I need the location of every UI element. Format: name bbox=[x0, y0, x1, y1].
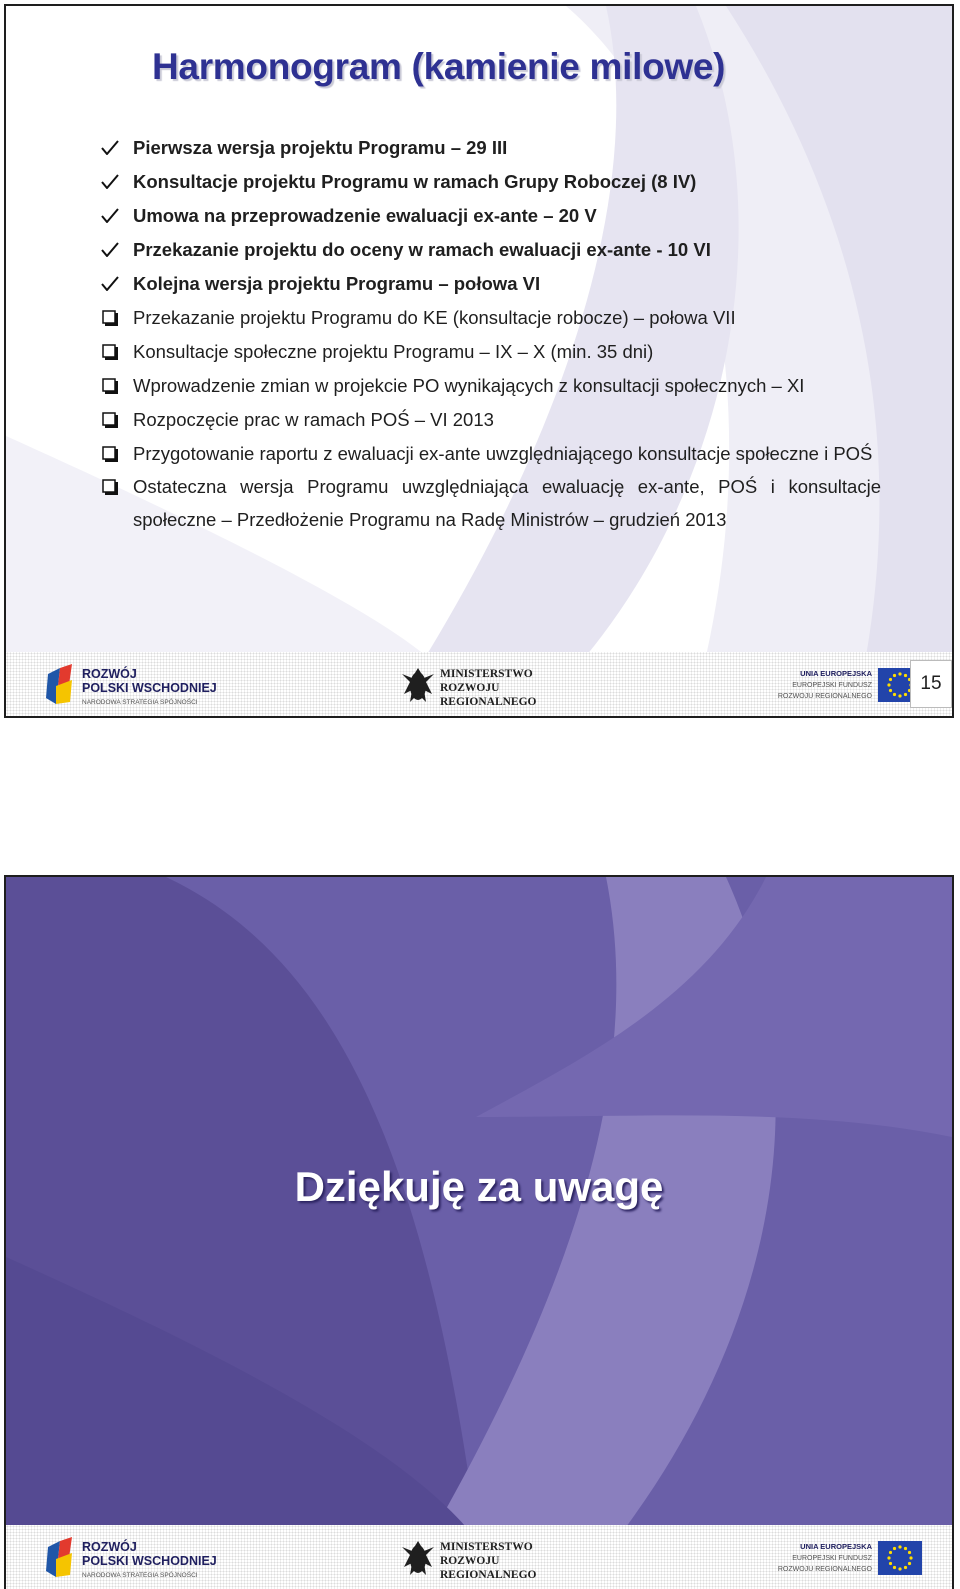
svg-text:NARODOWA STRATEGIA SPÓJNOŚCI: NARODOWA STRATEGIA SPÓJNOŚCI bbox=[82, 699, 198, 706]
milestone-text: Przekazanie projektu Programu do KE (konsultacje robocze) – połowa VII bbox=[133, 307, 736, 328]
milestone-item bbox=[99, 165, 881, 199]
milestone-item bbox=[99, 267, 881, 301]
svg-text:UNIA EUROPEJSKA: UNIA EUROPEJSKA bbox=[800, 669, 872, 678]
svg-text:ROZWÓJ: ROZWÓJ bbox=[82, 667, 137, 681]
milestone-item bbox=[99, 131, 881, 165]
ministerstwo-rozwoju-regionalnego-logo bbox=[400, 664, 560, 708]
empty-checkbox-icon bbox=[99, 470, 121, 504]
milestone-item bbox=[99, 437, 881, 470]
svg-text:REGIONALNEGO: REGIONALNEGO bbox=[440, 1569, 537, 1581]
milestone-item bbox=[99, 470, 881, 536]
svg-text:NARODOWA STRATEGIA SPÓJNOŚCI: NARODOWA STRATEGIA SPÓJNOŚCI bbox=[82, 1572, 198, 1579]
svg-text:ROZWOJU REGIONALNEGO: ROZWOJU REGIONALNEGO bbox=[777, 693, 872, 700]
milestone-item bbox=[99, 233, 881, 267]
svg-text:ROZWÓJ: ROZWÓJ bbox=[82, 1540, 137, 1554]
milestone-text: Wprowadzenie zmian w projekcie PO wynikających z konsultacji społecznych – XI bbox=[133, 375, 805, 396]
milestone-text: Przekazanie projektu do oceny w ramach ewaluacji ex-ante - 10 VI bbox=[133, 239, 711, 260]
eagle-emblem-icon bbox=[402, 668, 434, 702]
svg-text:POLSKI WSCHODNIEJ: POLSKI WSCHODNIEJ bbox=[82, 1554, 217, 1568]
empty-checkbox-icon bbox=[99, 301, 121, 335]
unia-europejska-efrr-logo bbox=[764, 1535, 924, 1581]
milestone-text: Umowa na przeprowadzenie ewaluacji ex-ante – 20 V bbox=[133, 205, 597, 226]
milestone-text: Konsultacje projektu Programu w ramach Grupy Roboczej (8 IV) bbox=[133, 171, 697, 192]
slide-title: Harmonogram (kamienie milowe) bbox=[152, 46, 726, 87]
empty-checkbox-icon bbox=[99, 369, 121, 403]
svg-text:UNIA EUROPEJSKA: UNIA EUROPEJSKA bbox=[800, 1542, 872, 1551]
ministerstwo-rozwoju-regionalnego-logo bbox=[400, 1537, 560, 1581]
milestone-text: Ostateczna wersja Programu uwzględniająca ewaluację ex-ante, POŚ i konsultacje społeczne – Przedłożenie Programu na Radę Ministrów – grudzień 2013 bbox=[133, 476, 881, 530]
milestone-item bbox=[99, 403, 881, 437]
svg-text:ROZWOJU REGIONALNEGO: ROZWOJU REGIONALNEGO bbox=[777, 1566, 872, 1573]
milestone-text: Rozpoczęcie prac w ramach POŚ – VI 2013 bbox=[133, 409, 494, 430]
slide-16 bbox=[4, 875, 954, 1589]
checkmark-icon bbox=[99, 199, 121, 233]
checkmark-icon bbox=[99, 165, 121, 199]
empty-checkbox-icon bbox=[99, 335, 121, 369]
svg-text:REGIONALNEGO: REGIONALNEGO bbox=[440, 696, 537, 708]
page-number: 15 bbox=[910, 660, 952, 708]
slide-footer bbox=[6, 1525, 952, 1589]
svg-text:MINISTERSTWO: MINISTERSTWO bbox=[440, 668, 533, 680]
checkmark-icon bbox=[99, 267, 121, 301]
slide-15 bbox=[4, 4, 954, 718]
svg-text:EUROPEJSKI FUNDUSZ: EUROPEJSKI FUNDUSZ bbox=[792, 1555, 872, 1562]
rozwoj-polski-wschodniej-logo bbox=[44, 1535, 244, 1581]
milestone-text: Konsultacje społeczne projektu Programu – IX – X (min. 35 dni) bbox=[133, 341, 654, 362]
svg-text:POLSKI WSCHODNIEJ: POLSKI WSCHODNIEJ bbox=[82, 681, 217, 695]
eagle-emblem-icon bbox=[402, 1541, 434, 1575]
milestone-item bbox=[99, 301, 881, 335]
svg-text:EUROPEJSKI FUNDUSZ: EUROPEJSKI FUNDUSZ bbox=[792, 682, 872, 689]
milestone-list bbox=[99, 131, 881, 536]
milestone-item bbox=[99, 335, 881, 369]
svg-text:ROZWOJU: ROZWOJU bbox=[440, 1555, 500, 1567]
milestone-item bbox=[99, 199, 881, 233]
milestone-text: Kolejna wersja projektu Programu – połowa VI bbox=[133, 273, 541, 294]
svg-text:ROZWOJU: ROZWOJU bbox=[440, 682, 500, 694]
svg-text:MINISTERSTWO: MINISTERSTWO bbox=[440, 1541, 533, 1553]
rozwoj-polski-wschodniej-logo bbox=[44, 662, 244, 708]
milestone-text: Przygotowanie raportu z ewaluacji ex-ante uwzględniającego konsultacje społeczne i POŚ bbox=[133, 443, 873, 464]
eu-flag-icon bbox=[878, 1541, 922, 1575]
slide-footer bbox=[6, 652, 952, 716]
empty-checkbox-icon bbox=[99, 403, 121, 437]
checkmark-icon bbox=[99, 131, 121, 165]
unia-europejska-efrr-logo bbox=[764, 662, 924, 708]
checkmark-icon bbox=[99, 233, 121, 267]
slide-title: Dziękuję za uwagę bbox=[294, 1163, 664, 1210]
milestone-text: Pierwsza wersja projektu Programu – 29 III bbox=[133, 137, 508, 158]
milestone-item bbox=[99, 369, 881, 403]
empty-checkbox-icon bbox=[99, 437, 121, 471]
